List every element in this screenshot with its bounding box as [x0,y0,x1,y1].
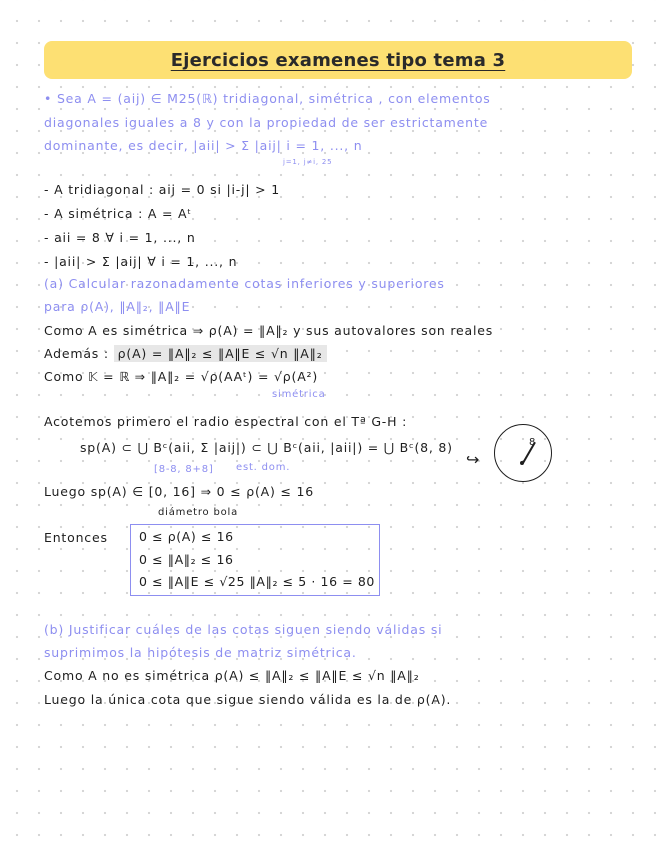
disk-figure [494,424,552,482]
radius-label: 8 [529,437,536,448]
part-b-line-1: Como A no es simétrica ρ(A) ≤ ‖A‖₂ ≤ ‖A‖E ≤ √n ‖A‖₂ [44,668,420,683]
part-a-prompt-1: (a) Calcular razonadamente cotas inferiores y superiores [44,276,445,291]
entonces-label: Entonces [44,530,108,545]
note-interval: [8-8, 8+8] [154,464,214,475]
note-strict-dominance: est. dom. [236,462,291,473]
result-box [130,524,380,596]
bound-norm2: 0 ≤ ‖A‖₂ ≤ 16 [139,552,234,567]
part-b-prompt-1: (b) Justificar cuáles de las cotas siguen siendo válidas si [44,622,443,637]
part-a-prompt-2: para ρ(A), ‖A‖₂, ‖A‖E [44,299,191,314]
ademas-label: Además : [44,346,109,361]
page-title: Ejercicios examenes tipo tema 3 [170,49,506,71]
property-symmetric: - A simétrica : A = Aᵗ [44,206,192,221]
part-a-line-6: Luego sp(A) ∈ [0, 16] ⇒ 0 ≤ ρ(A) ≤ 16 [44,484,315,499]
intro-line-2: diagonales iguales a 8 y con la propiedad de ser estrictamente [44,115,489,130]
norm-chain-highlight: ρ(A) = ‖A‖₂ ≤ ‖A‖E ≤ √n ‖A‖₂ [114,345,327,362]
property-tridiagonal: - A tridiagonal : aij = 0 si |i-j| > 1 [44,182,280,197]
arrow-icon: ↪ [466,450,480,469]
intro-sum-limits: j=1, j≠i, 25 [283,158,333,166]
part-b-prompt-2: suprimimos la hipótesis de matriz simétrica. [44,645,357,660]
property-diagonal: - aii = 8 ∀ i = 1, ..., n [44,230,196,245]
title-bar [44,41,632,79]
property-dominant: - |aii| > Σ |aij| ∀ i = 1, ..., n [44,254,238,269]
note-diameter: diámetro bola [158,507,239,518]
part-a-line-4: Acotemos primero el radio espectral con el Tª G-H : [44,414,408,429]
part-a-line-3: Como 𝕂 = ℝ ⇒ ‖A‖₂ = √ρ(AAᵗ) = √ρ(A²) [44,369,319,384]
bound-normE: 0 ≤ ‖A‖E ≤ √25 ‖A‖₂ ≤ 5 · 16 = 80 [139,574,375,589]
intro-line-1: • Sea A = (aij) ∈ M25(ℝ) tridiagonal, simétrica , con elementos [44,91,491,106]
center-dot [520,461,524,465]
part-b-line-2: Luego la única cota que sigue siendo válida es la de ρ(A). [44,692,452,707]
intro-line-3: dominante, es decir, |aii| > Σ |aij| i = 1, ..., n [44,138,363,153]
note-symmetric: simétrica [272,389,326,400]
part-a-line-5: sp(A) ⊂ ⋃ Bᶜ(aii, Σ |aij|) ⊂ ⋃ Bᶜ(aii, |aii|) = ⋃ Bᶜ(8, 8) [80,440,453,455]
part-a-line-2 [44,346,327,361]
part-a-line-1: Como A es simétrica ⇒ ρ(A) = ‖A‖₂ y sus autovalores son reales [44,323,494,338]
bound-rho: 0 ≤ ρ(A) ≤ 16 [139,529,234,544]
